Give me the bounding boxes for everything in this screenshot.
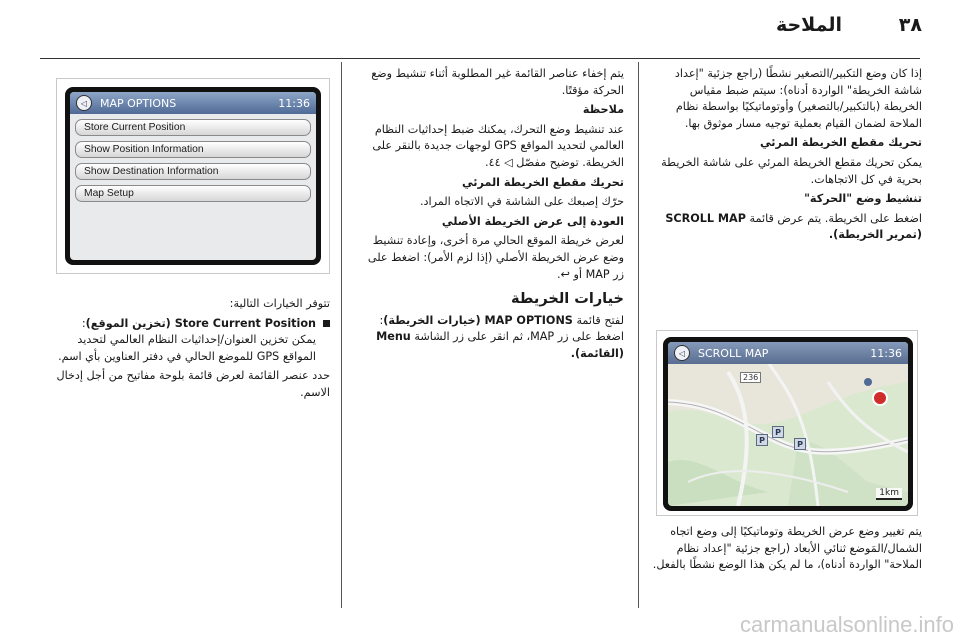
road-number-label: 236: [740, 372, 761, 383]
left-column: [56, 296, 330, 405]
scroll-map-titlebar: [668, 342, 908, 364]
right-column-bottom: [652, 524, 922, 577]
map-options-screenshot: [56, 78, 330, 274]
header-rule: [40, 58, 920, 59]
middle-heading-1: تحريك مقطع الخريطة المرئي: [461, 175, 624, 189]
middle-paragraph-1: يتم إخفاء عناصر القائمة غير المطلوبة أثناء تنشيط وضع الحركة مؤقتًا.: [371, 67, 624, 97]
right-paragraph-1: إذا كان وضع التكبير/التصغير نشطًا (راجع جزئية "إعداد شاشة الخريطة" الواردة أدناه): سيتم ضبط مقياس الخريطة (بالتكبير/بالتصغير) وأوتوماتيكيًا بواسطة نظام الملاحة لضمان القيام بعملية توجيه مسار موثوق بها.: [674, 67, 922, 130]
middle-paragraph-4-b: MAP OPTIONS (خيارات الخريطة): [383, 313, 573, 327]
right-heading-1: تحريك مقطع الخريطة المرئي: [759, 136, 922, 150]
section-heading-map-options: خيارات الخريطة: [511, 291, 624, 308]
map-options-title: MAP OPTIONS: [100, 96, 177, 110]
note-paragraph: عند تنشيط وضع التحرك، يمكنك ضبط إحداثيات النظام العالمي لتحديد المواقع GPS لوجهات جديدة بالنقر على الخريطة. توضيح مفصّل ◁ ٤٤.: [372, 122, 624, 169]
left-bullet-bold: Store Current Position (تخزين الموقع): [85, 316, 316, 330]
middle-paragraph-2: حرّك إصبعك على الشاشة في الاتجاه المراد.: [419, 195, 624, 209]
map-options-display: [70, 92, 316, 260]
bullet-square-icon: [323, 320, 330, 327]
store-current-position-button[interactable]: Store Current Position: [75, 119, 311, 136]
scroll-map-display: [668, 342, 908, 506]
middle-paragraph-4-d: Menu (القائمة).: [376, 330, 624, 360]
map-scale: 1km: [876, 488, 902, 500]
middle-paragraph-4-c: : اضغط على زر MAP، ثم انقر على زر الشاشة: [379, 313, 624, 344]
watermark: carmanualsonline.info: [739, 612, 954, 637]
right-paragraph-3-bold: SCROLL MAP (تمرير الخريطة).: [665, 211, 922, 242]
right-heading-2: تنشيط وضع "الحركة": [804, 192, 922, 206]
scroll-map-clock: 11:36: [870, 346, 902, 360]
middle-heading-2: العودة إلى عرض الخريطة الأصلي: [441, 214, 624, 228]
page-number: ٣٨: [898, 14, 922, 36]
scroll-map-title: SCROLL MAP: [698, 346, 769, 360]
column-divider-left: [341, 62, 342, 608]
right-column: [652, 66, 922, 247]
page-title: الملاحة: [775, 14, 842, 36]
show-position-information-button[interactable]: Show Position Information: [75, 141, 311, 158]
device-frame: [663, 337, 913, 511]
left-intro: تتوفر الخيارات التالية:: [229, 297, 330, 310]
left-bullet-text: : يمكن تخزين العنوان/إحداثيات النظام العالمي لتحديد المواقع GPS للموضع الحالي في دفتر العناوين بأي اسم.: [58, 316, 316, 363]
left-paragraph-2: حدد عنصر القائمة لعرض قائمة بلوحة مفاتيح من أجل إدخال الاسم.: [56, 369, 330, 399]
map-graphic: [668, 342, 908, 506]
note-heading: ملاحظة: [582, 103, 624, 117]
middle-column: [354, 66, 624, 366]
right-paragraph-2: يمكن تحريك مقطع الخريطة المرئي على شاشة الخريطة بحرية في كل الاتجاهات.: [661, 155, 922, 186]
right-paragraph-3-text: اضغط على الخريطة. يتم عرض قائمة: [749, 211, 922, 225]
show-destination-information-button[interactable]: Show Destination Information: [75, 163, 311, 180]
column-divider-right: [638, 62, 639, 608]
map-options-clock: 11:36: [278, 96, 310, 110]
device-frame: [65, 87, 321, 265]
map-setup-button[interactable]: Map Setup: [75, 185, 311, 202]
scroll-map-screenshot: [656, 330, 918, 516]
left-bullet: [56, 316, 330, 366]
middle-paragraph-4: [354, 313, 624, 363]
middle-paragraph-3: لعرض خريطة الموقع الحالي مرة أخرى، وإعادة تنشيط وضع عرض الخريطة الأصلي (إذا لزم الأمر): اضغط على زر MAP أو ↩.: [367, 234, 624, 281]
back-icon[interactable]: ◁: [76, 95, 92, 111]
parking-marker: P: [756, 434, 768, 446]
back-icon[interactable]: ◁: [674, 345, 690, 361]
map-options-titlebar: [70, 92, 316, 114]
middle-paragraph-4-a: لفتح قائمة: [576, 313, 624, 327]
right-paragraph-4: يتم تغيير وضع عرض الخريطة وتوماتيكيًا إلى وضع اتجاه الشمال/المَوضع ثنائي الأبعاد (راجع جزئية "إعداد نظام الملاحة" الواردة أدناه)، ما لم يكن هذا الوضع نشطًا بالفعل.: [652, 525, 922, 572]
parking-marker: P: [794, 438, 806, 450]
parking-marker: P: [772, 426, 784, 438]
right-paragraph-3: [652, 211, 922, 244]
